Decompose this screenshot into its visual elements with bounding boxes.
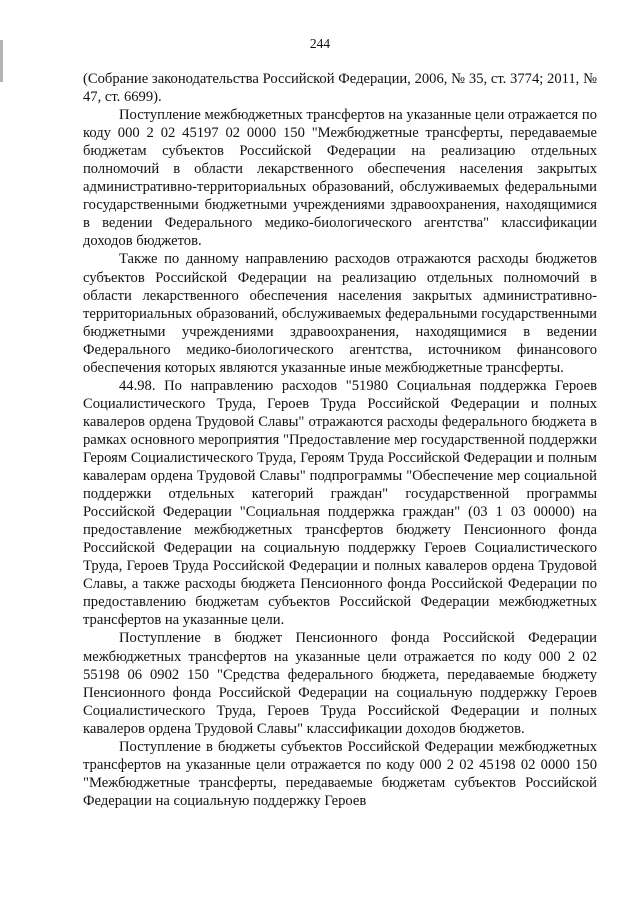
paragraph-legislation-reference: (Собрание законодательства Российской Федерации, 2006, № 35, ст. 3774; 2011, № 47, ст. 6699). [83, 71, 597, 106]
paragraph-receipt-zato-transfers: Поступление межбюджетных трансфертов на указанные цели отражается по коду 000 2 02 45197 02 0000 150 "Межбюджетные трансферты, передаваемые бюджетам субъектов Российской Федерации на реализацию отдельных полномочий в области лекарственного обеспечения населения закрытых административно-территориальных образований, обслуживаемых федеральными государственными бюджетными учреждениями здравоохранения, находящимися в ведении Федерального медико-биологического агентства" классификации доходов бюджетов. [83, 107, 597, 250]
paragraph-regional-expenses: Также по данному направлению расходов отражаются расходы бюджетов субъектов Российской Федерации на реализацию отдельных полномочий в области лекарственного обеспечения населения закрытых административно-территориальных образований, обслуживаемых федеральными государственными бюджетными учреждениями здравоохранения, находящимися в ведении Федерального медико-биологического агентства, источником финансового обеспечения которых являются указанные иные межбюджетные трансферты. [83, 251, 597, 376]
paragraph-regional-receipt: Поступление в бюджеты субъектов Российской Федерации межбюджетных трансфертов на указанные цели отражается по коду 000 2 02 45198 02 0000 150 "Межбюджетные трансферты, передаваемые бюджетам субъектов Российской Федерации на социальную поддержку Героев [83, 738, 597, 809]
paragraph-pension-fund-receipt: Поступление в бюджет Пенсионного фонда Российской Федерации межбюджетных трансфертов на указанные цели отражается по коду 000 2 02 55198 06 0902 150 "Средства федерального бюджета, передаваемые бюджету Пенсионного фонда Российской Федерации на социальную поддержку Героев Социалистического Труда, Героев Труда Российской Федерации и полных кавалеров ордена Трудовой Славы" классификации доходов бюджетов. [83, 630, 597, 737]
paragraph-section-44-98: 44.98. По направлению расходов "51980 Социальная поддержка Героев Социалистического Труда, Героев Труда Российской Федерации и полных кавалеров ордена Трудовой Славы" отражаются расходы федерального бюджета в рамках основного мероприятия "Предоставление мер государственной поддержки Героям Социалистического Труда, Героям Труда Российской Федерации и полным кавалерам ордена Трудовой Славы" подпрограммы "Обеспечение мер социальной поддержки отдельных категорий граждан" государственной программы Российской Федерации "Социальная поддержка граждан" (03 1 03 00000) на предоставление межбюджетных трансфертов бюджету Пенсионного фонда Российской Федерации на социальную поддержку Героев Социалистического Труда, Героев Труда Российской Федерации и полных кавалеров ордена Трудовой Славы, а также расходы бюджета Пенсионного фонда Российской Федерации по предоставлению бюджетам субъектов Российской Федерации межбюджетных трансфертов на указанные цели. [83, 377, 597, 629]
document-body [83, 70, 597, 810]
page-number: 244 [309, 36, 331, 51]
